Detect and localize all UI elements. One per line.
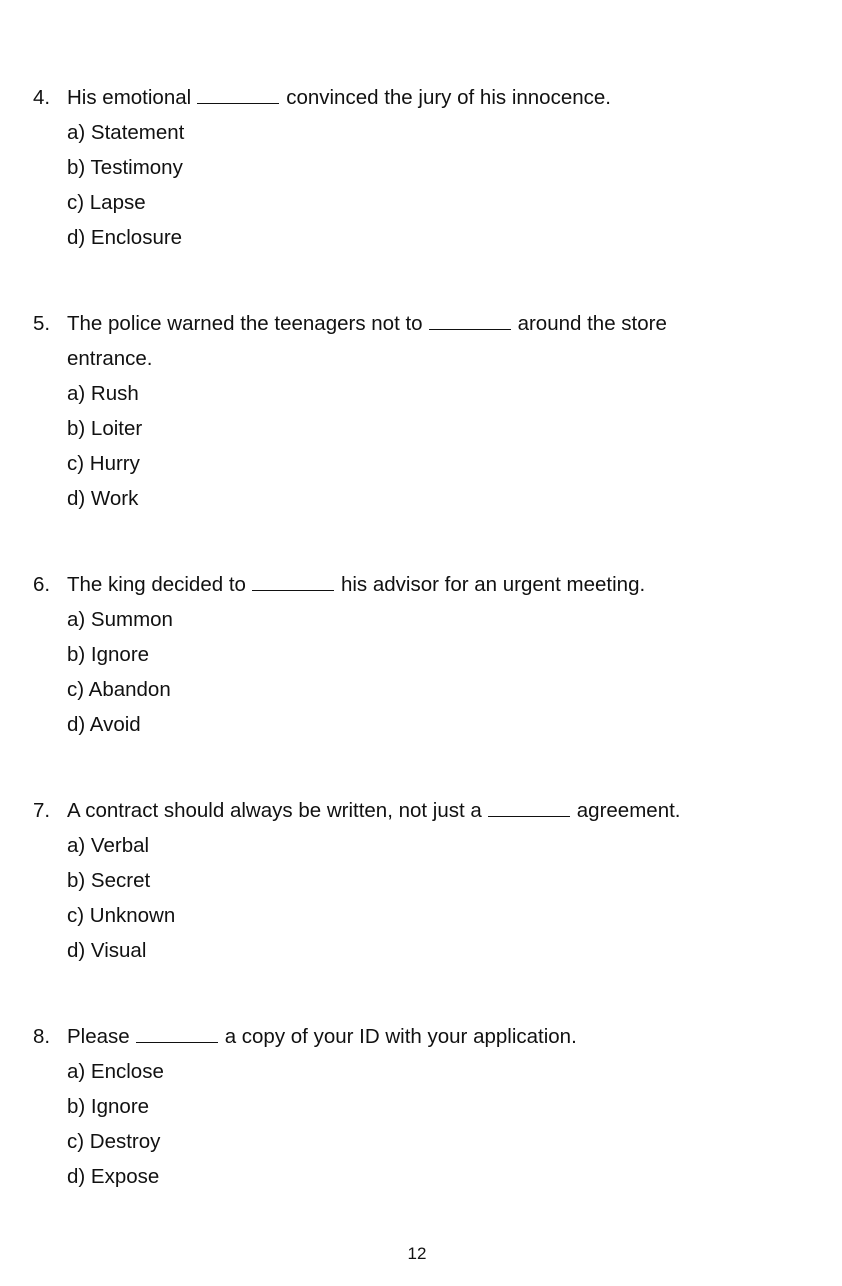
- option-c: c) Hurry: [67, 452, 140, 475]
- question-7-options: [33, 828, 773, 968]
- option-d: d) Visual: [67, 939, 147, 962]
- option-a: a) Statement: [67, 121, 185, 144]
- option-a: a) Summon: [67, 608, 173, 631]
- question-text-after-blank: around the store entrance.: [67, 312, 667, 370]
- answer-blank: [488, 798, 570, 817]
- question-text-after-blank: agreement.: [576, 799, 681, 822]
- question-8-options: [33, 1054, 773, 1194]
- question-text: [67, 80, 773, 115]
- question-text-before-blank: The king decided to: [67, 573, 246, 596]
- question-number: 7.: [33, 799, 51, 822]
- question-5-stem: [33, 306, 773, 376]
- question-text: [67, 567, 773, 602]
- question-6-stem: [33, 567, 773, 602]
- question-text-after-blank: a copy of your ID with your application.: [224, 1025, 577, 1048]
- question-number: 8.: [33, 1025, 51, 1048]
- question-6: [33, 567, 773, 742]
- question-6-options: [33, 602, 773, 742]
- option-c: c) Unknown: [67, 904, 176, 927]
- question-text-before-blank: A contract should always be written, not just a: [67, 799, 482, 822]
- question-4-stem: [33, 80, 773, 115]
- question-text-before-blank: The police warned the teenagers not to: [67, 312, 423, 335]
- option-c: c) Abandon: [67, 678, 171, 701]
- question-number: 6.: [33, 573, 51, 596]
- question-text: [67, 306, 739, 376]
- question-4-options: [33, 115, 773, 255]
- option-d: d) Work: [67, 487, 139, 510]
- option-c: c) Lapse: [67, 191, 146, 214]
- page-number: 12: [407, 1244, 427, 1263]
- question-5-options: [33, 376, 773, 516]
- question-7-stem: [33, 793, 773, 828]
- question-text: [67, 1019, 773, 1054]
- option-b: b) Ignore: [67, 1095, 150, 1118]
- question-number: 5.: [33, 312, 51, 335]
- option-c: c) Destroy: [67, 1130, 161, 1153]
- question-8: [33, 1019, 773, 1194]
- question-4: [33, 80, 773, 255]
- option-b: b) Ignore: [67, 643, 150, 666]
- question-number: 4.: [33, 86, 51, 109]
- question-7: [33, 793, 773, 968]
- question-8-stem: [33, 1019, 773, 1054]
- question-text-before-blank: Please: [67, 1025, 130, 1048]
- question-text: [67, 793, 773, 828]
- answer-blank: [197, 85, 279, 104]
- option-b: b) Testimony: [67, 156, 183, 179]
- option-d: d) Avoid: [67, 713, 141, 736]
- question-5: [33, 306, 773, 516]
- question-text-after-blank: convinced the jury of his innocence.: [286, 86, 611, 109]
- answer-blank: [429, 311, 511, 330]
- question-text-after-blank: his advisor for an urgent meeting.: [340, 573, 646, 596]
- answer-blank: [252, 572, 334, 591]
- option-a: a) Enclose: [67, 1060, 164, 1083]
- option-a: a) Verbal: [67, 834, 150, 857]
- question-text-before-blank: His emotional: [67, 86, 192, 109]
- option-d: d) Expose: [67, 1165, 160, 1188]
- option-d: d) Enclosure: [67, 226, 183, 249]
- option-b: b) Loiter: [67, 417, 143, 440]
- option-a: a) Rush: [67, 382, 139, 405]
- answer-blank: [136, 1024, 218, 1043]
- option-b: b) Secret: [67, 869, 151, 892]
